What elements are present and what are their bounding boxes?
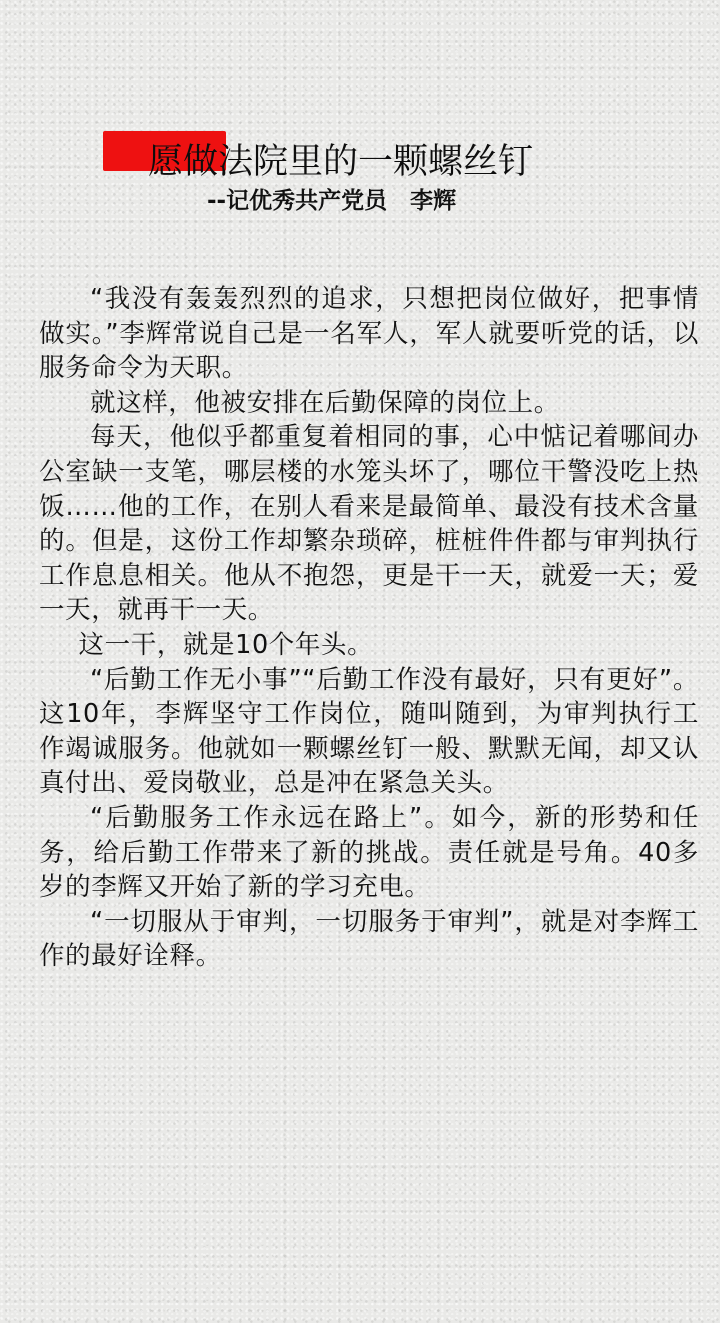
paragraph: “后勤工作无小事”“后勤工作没有最好，只有更好”。这10年，李辉坚守工作岗位，随叫随到，为审判执行工作竭诚服务。他就如一颗螺丝钉一般、默默无闻，却又认真付出、爱岗敬业，总是冲在紧急关头。	[39, 664, 699, 799]
paragraph: “后勤服务工作永远在路上”。如今，新的形势和任务，给后勤工作带来了新的挑战。责任就是号角。40多岁的李辉又开始了新的学习充电。	[39, 802, 699, 903]
paragraph: “一切服从于审判，一切服务于审判”，就是对李辉工作的最好诠释。	[39, 906, 699, 972]
article-title: 愿做法院里的一颗螺丝钉	[148, 142, 534, 182]
paragraph: 就这样，他被安排在后勤保障的岗位上。	[90, 387, 560, 418]
article-body	[39, 282, 699, 974]
paragraph: “我没有轰轰烈烈的追求，只想把岗位做好，把事情做实。”李辉常说自己是一名军人，军人就要听党的话，以服务命令为天职。	[39, 284, 699, 384]
paragraph: 这一干，就是10个年头。	[78, 629, 374, 660]
paragraph: 每天，他似乎都重复着相同的事，心中惦记着哪间办公室缺一支笔，哪层楼的水笼头坏了，哪位干警没吃上热饭……他的工作，在别人看来是最简单、最没有技术含量的。但是，这份工作却繁杂琐碎，桩桩件件都与审判执行工作息息相关。他从不抱怨，更是干一天，就爱一天；爱一天，就再干一天。	[39, 422, 699, 626]
article-subtitle: --记优秀共产党员 李辉	[207, 188, 457, 214]
